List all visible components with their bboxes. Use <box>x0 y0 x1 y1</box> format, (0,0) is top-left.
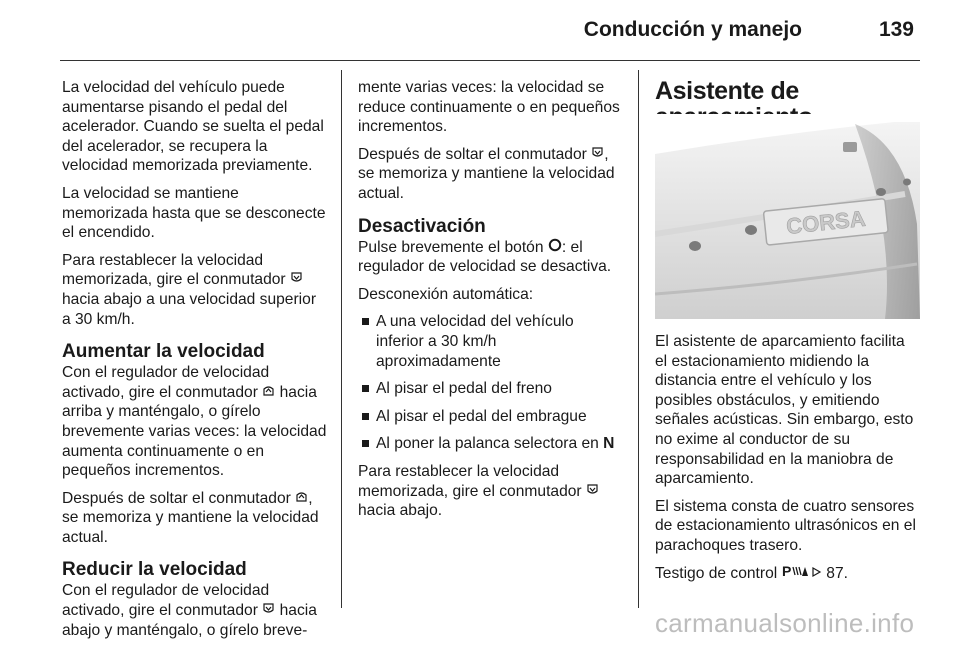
paragraph <box>62 581 328 640</box>
paragraph <box>358 238 624 277</box>
watermark: carmanualsonline.info <box>655 608 915 638</box>
list-item: Al pisar el pedal del embrague <box>358 407 624 427</box>
text: Testigo de control <box>655 564 778 582</box>
paragraph <box>358 145 624 204</box>
section-title: Conducción y manejo <box>583 18 802 41</box>
text: Después de soltar el conmutador <box>358 145 587 163</box>
column-1 <box>62 78 328 648</box>
page-number: 139 <box>878 18 914 41</box>
text: Con el regulador de velocidad activado, gire el conmutador <box>62 364 270 401</box>
text: hacia abajo y manténgalo, o gírelo breve- <box>62 602 317 639</box>
text: Después de soltar el conmutador <box>62 489 291 507</box>
paragraph: El asistente de aparcamiento facilita el estacionamiento midiendo la distancia entre el vehículo y los posibles obstáculos, y emitiendo señales acústicas. Sin embargo, esto no exime al conductor de su responsabilidad en la maniobra de aparcamiento. <box>655 333 914 488</box>
switch-down-icon <box>591 145 604 165</box>
text: Para restablecer la velocidad memorizada, gire el conmutador <box>62 251 286 289</box>
rear-bumper-photo <box>655 114 920 319</box>
switch-up-icon <box>262 383 275 403</box>
parking-assist-icon <box>782 564 808 584</box>
sensor <box>903 179 911 186</box>
header-rule <box>60 60 920 61</box>
text: Con el regulador de velocidad activado, gire el conmutador <box>62 582 270 620</box>
text: : el regulador de velocidad se desactiva. <box>358 238 612 276</box>
paragraph <box>62 489 328 548</box>
sensor <box>689 241 701 251</box>
svg-text:P: P <box>781 563 791 578</box>
paragraph <box>62 251 328 329</box>
switch-down-icon <box>586 482 599 502</box>
gear-n-label: N <box>603 435 615 453</box>
text: hacia abajo. <box>358 502 443 520</box>
list-item <box>358 434 624 454</box>
column-divider <box>341 70 342 608</box>
list-item: Al pisar el pedal del freno <box>358 379 624 399</box>
list-item: A una velocidad del vehículo inferior a 30 km/h aproximadamente <box>358 312 624 371</box>
column-3-body <box>655 332 921 591</box>
switch-up-icon <box>295 489 308 509</box>
text: Pulse brevemente el botón <box>358 238 544 256</box>
page-reference-icon <box>812 564 822 584</box>
switch-down-icon <box>262 601 275 621</box>
heading-asistente: Asistente de <box>655 77 799 105</box>
plate-text: CORSA <box>785 205 867 239</box>
text: hacia abajo a una velocidad superior a 30 km/h. <box>62 290 317 328</box>
paragraph <box>358 462 624 521</box>
paragraph: Desconexión automática: <box>358 285 534 303</box>
sensor <box>745 225 757 235</box>
text: 87. <box>826 564 848 582</box>
text: hacia arriba y manténgalo, o gírelo brevemente varias veces: la velocidad aumenta continuamente o en pequeños incrementos. <box>62 383 327 480</box>
paragraph: La velocidad del vehículo puede aumentarse pisando el pedal del acelerador. Cuando se suelta el pedal del acelerador, se recupera la velocidad memorizada previamente. <box>62 79 324 175</box>
column-divider <box>638 70 639 608</box>
paragraph: El sistema consta de cuatro sensores de estacionamiento ultrasónicos en el parachoques trasero. <box>655 497 916 554</box>
text: Para restablecer la velocidad memorizada, gire el conmutador <box>358 462 582 500</box>
heading-desactivacion: Desactivación <box>358 215 486 237</box>
text: , se memoriza y mantiene la velocidad actual. <box>62 489 319 546</box>
heading-reducir: Reducir la velocidad <box>62 559 247 581</box>
column-2 <box>358 78 624 529</box>
off-button-icon <box>548 238 562 258</box>
paragraph <box>62 363 328 481</box>
text: Al poner la palanca selectora en <box>376 435 599 453</box>
paragraph: La velocidad se mantiene memorizada hasta que se desconecte el encendido. <box>62 184 326 242</box>
page-header <box>60 0 920 62</box>
sensor <box>876 188 886 196</box>
text: , se memoriza y mantiene la velocidad actual. <box>358 145 615 202</box>
paragraph: mente varias veces: la velocidad se reduce continuamente o en pequeños incrementos. <box>358 79 620 136</box>
switch-down-icon <box>290 270 303 290</box>
paragraph <box>655 564 921 584</box>
bullet-list <box>358 312 624 454</box>
heading-aumentar: Aumentar la velocidad <box>62 341 265 363</box>
